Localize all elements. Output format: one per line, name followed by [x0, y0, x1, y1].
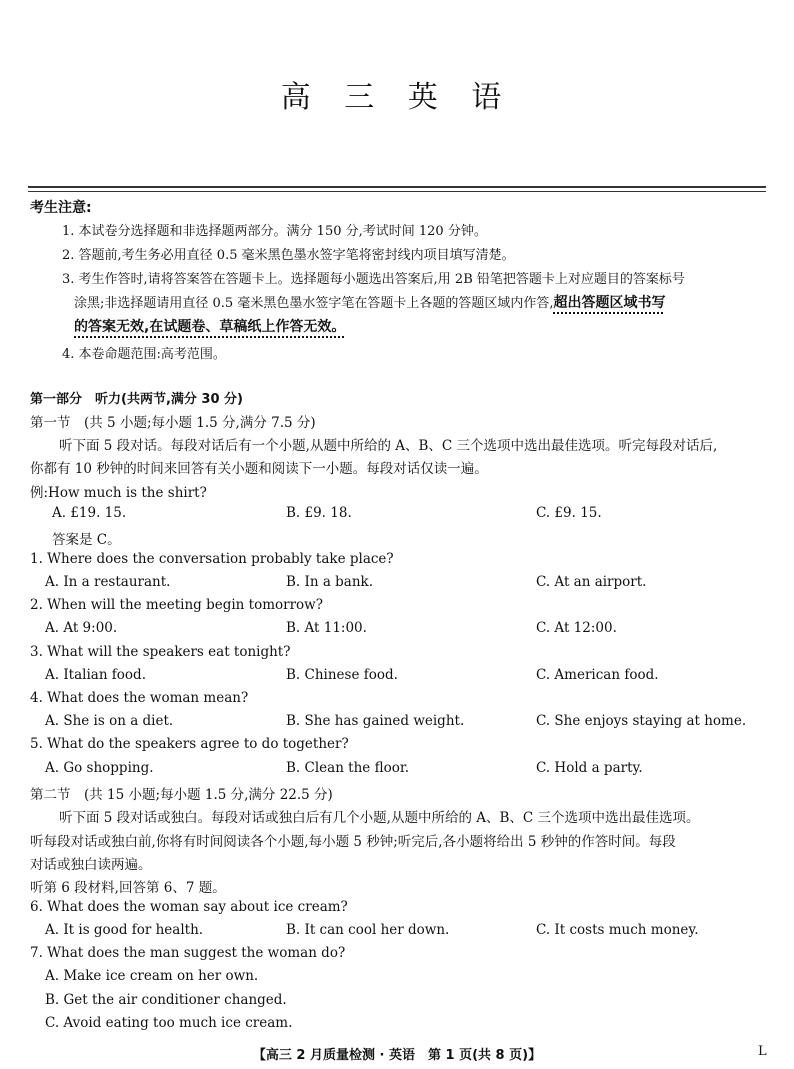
- notice-item-3-line-2: [74, 292, 665, 312]
- section2-intro-cont: 听每段对话或独白前,你将有时间阅读各个小题,每小题 5 秒钟;听完后,各小题将给出 5 秒钟的作答时间。每段: [30, 834, 676, 850]
- notice-item-2: 2. 答题前,考生务必用直径 0.5 毫米黑色墨水签字笔将密封线内项目填写清楚。: [62, 248, 515, 263]
- question-2: 2. When will the meeting begin tomorrow?: [30, 597, 323, 613]
- q3-option-a: A. Italian food.: [45, 667, 146, 683]
- divider-thick: [28, 186, 766, 188]
- q1-option-b: B. In a bank.: [286, 574, 374, 590]
- q3-option-c: C. American food.: [536, 667, 659, 683]
- notice-heading: 考生注意:: [30, 200, 92, 216]
- q7-option-b: B. Get the air conditioner changed.: [45, 992, 287, 1008]
- notice-item-3: 3. 考生作答时,请将答案答在答题卡上。选择题每小题选出答案后,用 2B 铅笔把答题卡上对应题目的答案标号: [62, 272, 685, 287]
- question-1: 1. Where does the conversation probably take place?: [30, 551, 394, 567]
- example-option-b: B. £9. 18.: [286, 505, 352, 521]
- footer-mark: L: [758, 1044, 767, 1059]
- section2-intro: 听下面 5 段对话或独白。每段对话或独白后有几个小题,从题中所给的 A、B、C 三个选项中选出最佳选项。: [59, 810, 700, 826]
- material-6-instruction: 听第 6 段材料,回答第 6、7 题。: [30, 880, 226, 896]
- notice-item-3-plain: 涂黑;非选择题请用直径 0.5 毫米黑色墨水签字笔在答题卡上各题的答题区域内作答,: [74, 296, 554, 311]
- example-question: 例:How much is the shirt?: [30, 485, 207, 501]
- q5-option-c: C. Hold a party.: [536, 760, 643, 776]
- example-option-a: A. £19. 15.: [52, 505, 127, 521]
- section1-heading: 第一节 (共 5 小题;每小题 1.5 分,满分 7.5 分): [30, 415, 316, 431]
- q7-option-a: A. Make ice cream on her own.: [45, 968, 259, 984]
- section1-intro-cont: 你都有 10 秒钟的时间来回答有关小题和阅读下一小题。每段对话仅读一遍。: [30, 461, 488, 477]
- q2-option-c: C. At 12:00.: [536, 620, 617, 636]
- q7-option-c: C. Avoid eating too much ice cream.: [45, 1015, 293, 1031]
- question-7: 7. What does the man suggest the woman do?: [30, 945, 346, 961]
- q1-option-c: C. At an airport.: [536, 574, 647, 590]
- part1-heading: 第一部分 听力(共两节,满分 30 分): [30, 392, 243, 407]
- q6-option-b: B. It can cool her down.: [286, 922, 450, 938]
- notice-item-3-emphasis: 超出答题区域书写: [553, 295, 666, 311]
- divider-thin: [28, 191, 766, 192]
- q4-option-a: A. She is on a diet.: [45, 713, 174, 729]
- question-4: 4. What does the woman mean?: [30, 690, 249, 706]
- q5-option-b: B. Clean the floor.: [286, 760, 410, 776]
- notice-item-1: 1. 本试卷分选择题和非选择题两部分。满分 150 分,考试时间 120 分钟。: [62, 224, 487, 239]
- question-6: 6. What does the woman say about ice cream?: [30, 899, 348, 915]
- example-option-c: C. £9. 15.: [536, 505, 602, 521]
- page-title: 高 三 英 语: [280, 80, 514, 115]
- q4-option-b: B. She has gained weight.: [286, 713, 465, 729]
- question-5: 5. What do the speakers agree to do together?: [30, 736, 349, 752]
- q1-option-a: A. In a restaurant.: [45, 574, 171, 590]
- example-answer: 答案是 C。: [52, 532, 121, 548]
- notice-item-4: 4. 本卷命题范围:高考范围。: [62, 347, 226, 362]
- page-footer: 【高三 2 月质量检测 · 英语 第 1 页(共 8 页)】: [252, 1048, 542, 1063]
- section1-intro: 听下面 5 段对话。每段对话后有一个小题,从题中所给的 A、B、C 三个选项中选出最佳选项。听完每段对话后,: [59, 438, 718, 454]
- section2-intro-cont-2: 对话或独白读两遍。: [30, 857, 152, 873]
- q2-option-a: A. At 9:00.: [45, 620, 118, 636]
- question-3: 3. What will the speakers eat tonight?: [30, 644, 291, 660]
- q5-option-a: A. Go shopping.: [45, 760, 154, 776]
- q2-option-b: B. At 11:00.: [286, 620, 367, 636]
- q4-option-c: C. She enjoys staying at home.: [536, 713, 747, 729]
- q6-option-c: C. It costs much money.: [536, 922, 699, 938]
- notice-item-3-emphasis-2: 的答案无效,在试题卷、草稿纸上作答无效。: [74, 319, 346, 335]
- section2-heading: 第二节 (共 15 小题;每小题 1.5 分,满分 22.5 分): [30, 787, 333, 803]
- q6-option-a: A. It is good for health.: [45, 922, 204, 938]
- q3-option-b: B. Chinese food.: [286, 667, 398, 683]
